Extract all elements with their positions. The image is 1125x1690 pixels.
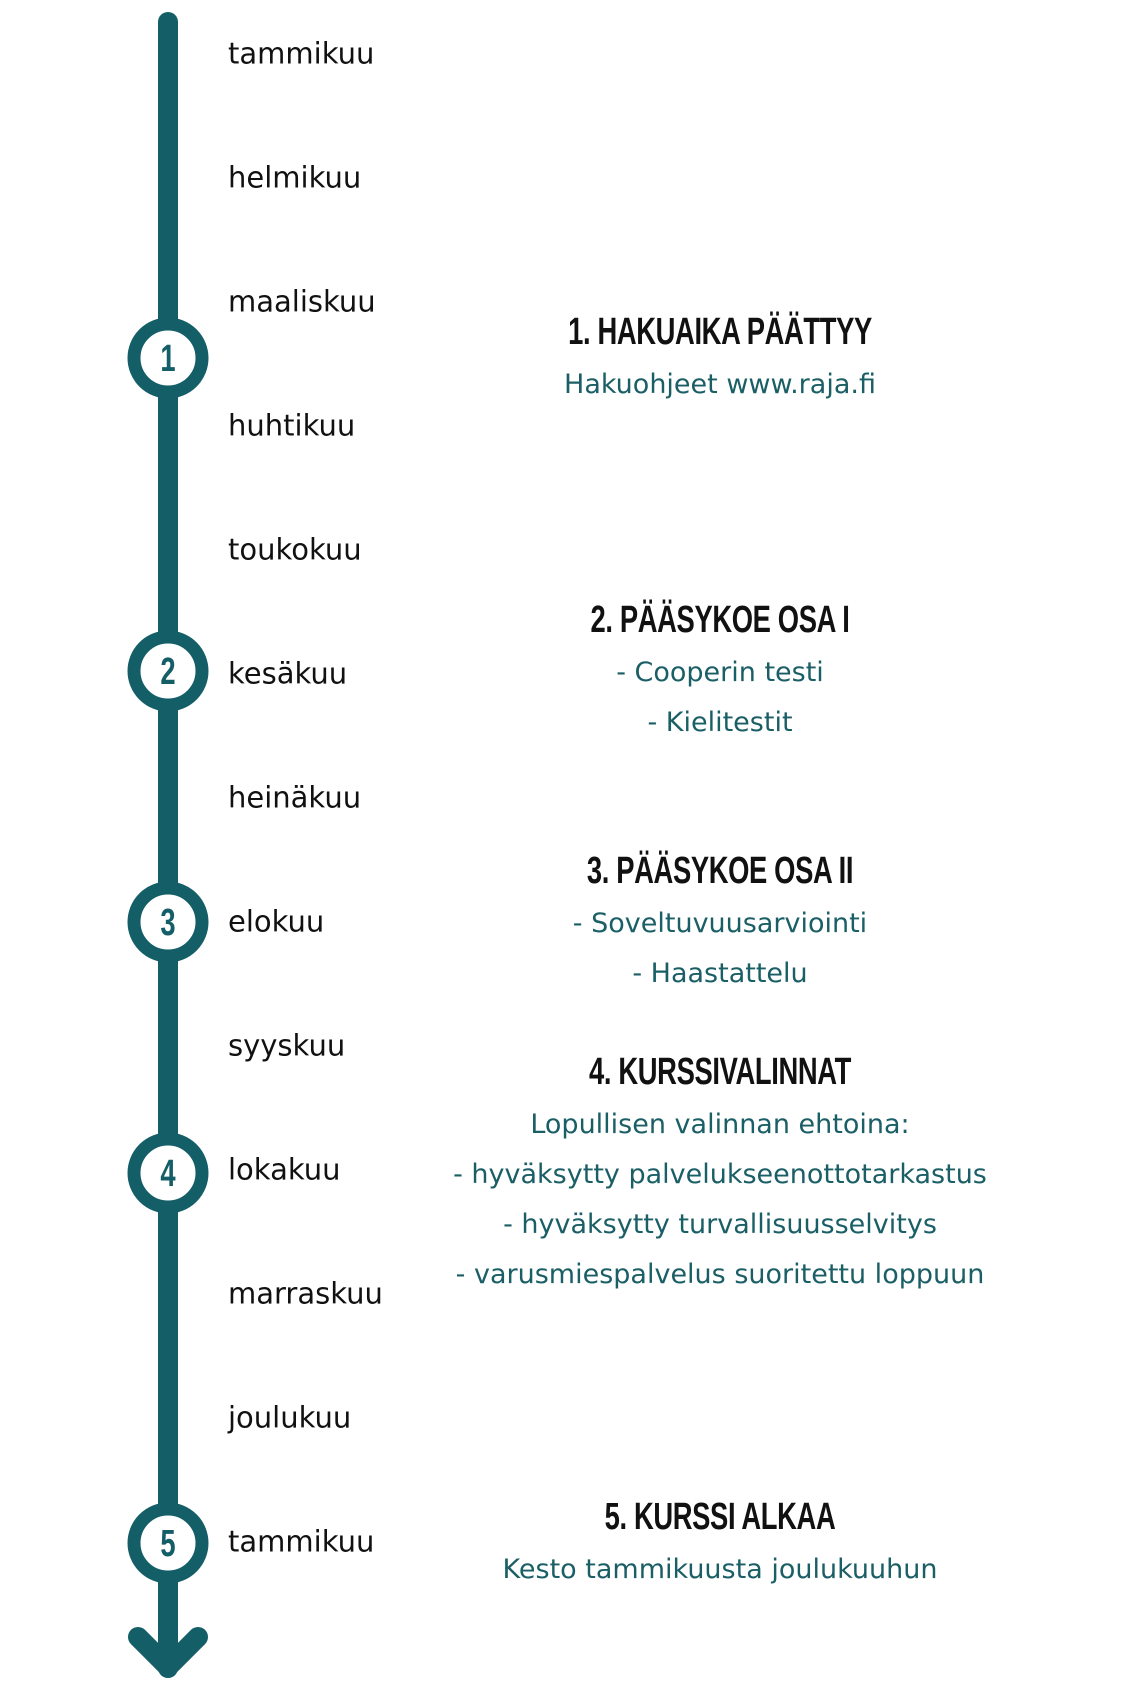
step-marker-4 [134,1139,202,1207]
month-label: kesäkuu [228,656,348,691]
step-detail-line: - varusmiespalvelus suoritettu loppuun [455,1258,985,1290]
step-title: 2. PÄÄSYKOE OSA I [590,599,850,641]
step-block-4 [435,1052,1005,1300]
month-label: syyskuu [228,1028,346,1063]
month-label: marraskuu [228,1276,383,1311]
step-block-1 [435,312,1005,410]
step-marker-number: 1 [160,337,176,381]
step-block-3 [435,851,1005,999]
step-marker-2 [134,637,202,705]
step-detail-line: - Cooperin testi [616,656,824,688]
step-detail-line: - Kielitestit [647,706,793,738]
step-detail-line: Kesto tammikuusta joulukuuhun [502,1553,938,1585]
step-marker-number: 2 [160,650,176,694]
step-marker-3 [134,888,202,956]
step-marker-number: 3 [160,901,176,945]
step-detail-line: - Soveltuvuusarviointi [572,907,868,939]
month-label: toukokuu [228,532,362,567]
month-label: lokakuu [228,1152,341,1187]
step-detail-line: - hyväksytty turvallisuusselvitys [503,1208,937,1240]
step-title: 3. PÄÄSYKOE OSA II [586,850,854,892]
month-label: joulukuu [228,1400,352,1435]
step-detail-line: Lopullisen valinnan ehtoina: [530,1108,910,1140]
month-label: huhtikuu [228,408,356,443]
step-marker-5 [134,1509,202,1577]
month-label: tammikuu [228,36,375,71]
step-detail-line: Hakuohjeet www.raja.fi [564,368,876,400]
step-title: 5. KURSSI ALKAA [604,1496,836,1538]
step-marker-number: 4 [160,1152,176,1196]
step-marker-1 [134,324,202,392]
month-label: heinäkuu [228,780,362,815]
month-label: maaliskuu [228,284,376,319]
month-label: elokuu [228,904,325,939]
step-detail-line: - hyväksytty palvelukseenottotarkastus [453,1158,987,1190]
month-label: helmikuu [228,160,362,195]
step-title: 4. KURSSIVALINNAT [589,1051,851,1093]
step-marker-number: 5 [160,1522,176,1566]
step-title: 1. HAKUAIKA PÄÄTTYY [568,311,872,353]
step-detail-line: - Haastattelu [632,957,808,989]
month-label: tammikuu [228,1524,375,1559]
step-block-5 [435,1497,1005,1595]
step-block-2 [435,600,1005,748]
